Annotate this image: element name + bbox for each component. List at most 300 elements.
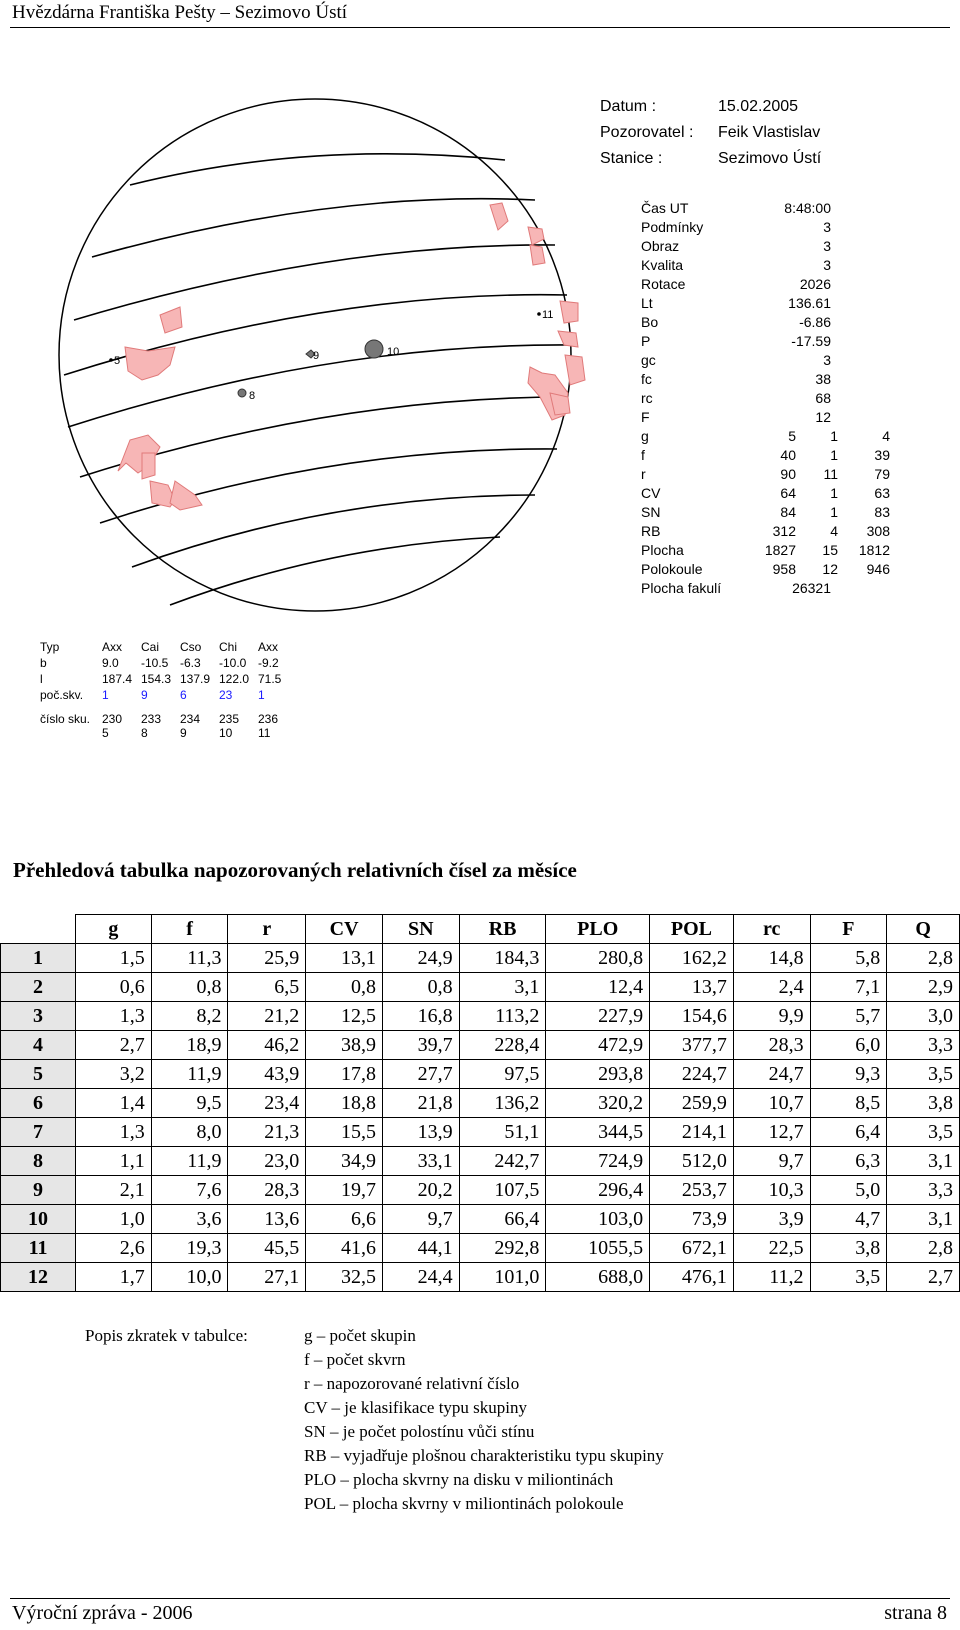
table-cell: 43,9	[228, 1060, 306, 1089]
table-cell: 293,8	[546, 1060, 650, 1089]
table-row	[1, 1147, 960, 1176]
stat-value: 68	[815, 390, 831, 406]
stat-label: P	[641, 333, 651, 349]
table-cell: 22,5	[733, 1234, 810, 1263]
stat-value: 1827	[764, 542, 796, 558]
stat-label: Plocha	[641, 542, 684, 558]
table-cell: 1,3	[76, 1118, 152, 1147]
stat-row	[641, 561, 890, 580]
table-body	[1, 944, 960, 1292]
table-cell: 21,2	[228, 1002, 306, 1031]
types-row	[40, 640, 297, 656]
table-cell: 1,5	[76, 944, 152, 973]
types-cell: 1	[102, 688, 109, 702]
table-cell: 21,3	[228, 1118, 306, 1147]
table-cell: 162,2	[650, 944, 734, 973]
table-cell: 3,5	[887, 1060, 960, 1089]
stat-row	[641, 485, 890, 504]
stat-row	[641, 447, 890, 466]
info-value: Sezimovo Ústí	[718, 150, 822, 167]
stat-row	[641, 276, 890, 295]
table-cell: 25,9	[228, 944, 306, 973]
table-cell: 688,0	[546, 1263, 650, 1292]
types-cell: 10	[219, 726, 233, 740]
table-cell: 3,0	[887, 1002, 960, 1031]
stat-value: 3	[823, 257, 831, 273]
types-cell: 154.3	[141, 672, 172, 686]
stat-row	[641, 371, 890, 390]
table-cell: 3,3	[887, 1031, 960, 1060]
table-cell: 2,7	[887, 1263, 960, 1292]
table-row	[1, 1118, 960, 1147]
table-cell: 472,9	[546, 1031, 650, 1060]
stat-row	[641, 238, 890, 257]
row-header-month: 4	[1, 1031, 76, 1060]
legend-items	[304, 1326, 804, 1518]
table-row	[1, 1205, 960, 1234]
table-cell: 9,5	[151, 1089, 228, 1118]
table-cell: 3,5	[810, 1263, 887, 1292]
monthly-summary-table	[0, 914, 960, 1292]
table-cell: 292,8	[459, 1234, 546, 1263]
stat-label: CV	[641, 485, 661, 501]
row-header-month: 3	[1, 1002, 76, 1031]
table-cell: 41,6	[306, 1234, 383, 1263]
table-row	[1, 1060, 960, 1089]
table-cell: 0,6	[76, 973, 152, 1002]
stat-value: 958	[772, 561, 796, 577]
observation-header	[600, 98, 821, 176]
stat-value: 83	[874, 504, 890, 520]
table-cell: 44,1	[382, 1234, 459, 1263]
table-cell: 6,4	[810, 1118, 887, 1147]
column-header: PLO	[546, 915, 650, 944]
types-cell: 9.0	[102, 656, 119, 670]
types-cell: 9	[141, 688, 148, 702]
table-cell: 20,2	[382, 1176, 459, 1205]
footer-report-title: Výroční zpráva - 2006	[12, 1602, 193, 1624]
table-cell: 0,8	[382, 973, 459, 1002]
table-cell: 28,3	[228, 1176, 306, 1205]
table-cell: 6,0	[810, 1031, 887, 1060]
table-cell: 23,0	[228, 1147, 306, 1176]
table-cell: 4,7	[810, 1205, 887, 1234]
legend-item: r – napozorované relativní číslo	[304, 1374, 520, 1393]
table-cell: 3,1	[459, 973, 546, 1002]
table-cell: 0,8	[306, 973, 383, 1002]
table-header-row	[1, 915, 960, 944]
stat-value: 64	[780, 485, 796, 501]
table-cell: 7,6	[151, 1176, 228, 1205]
stat-label: Lt	[641, 295, 653, 311]
types-cell: 137.9	[180, 672, 211, 686]
info-row	[600, 124, 821, 150]
types-cell: 235	[219, 712, 240, 726]
table-cell: 259,9	[650, 1089, 734, 1118]
types-cell: Chi	[219, 640, 238, 654]
group-types-table	[40, 640, 297, 742]
table-cell: 2,1	[76, 1176, 152, 1205]
table-cell: 377,7	[650, 1031, 734, 1060]
table-cell: 12,5	[306, 1002, 383, 1031]
stat-label: Polokoule	[641, 561, 703, 577]
table-cell: 5,0	[810, 1176, 887, 1205]
stat-row	[641, 352, 890, 371]
stat-row	[641, 257, 890, 276]
stat-value: 1	[830, 485, 838, 501]
types-cell: 122.0	[219, 672, 250, 686]
stat-label: fc	[641, 371, 652, 387]
table-row	[1, 1263, 960, 1292]
table-cell: 6,6	[306, 1205, 383, 1234]
stat-value: 84	[780, 504, 796, 520]
column-header: F	[810, 915, 887, 944]
info-label: Pozorovatel :	[600, 124, 694, 141]
table-cell: 2,9	[887, 973, 960, 1002]
types-cell: -10.5	[141, 656, 169, 670]
table-cell: 5,8	[810, 944, 887, 973]
stat-label: r	[641, 466, 646, 482]
table-cell: 24,4	[382, 1263, 459, 1292]
types-cell: 230	[102, 712, 123, 726]
table-cell: 16,8	[382, 1002, 459, 1031]
table-cell: 113,2	[459, 1002, 546, 1031]
types-label: číslo sku.	[40, 712, 91, 726]
stat-value: -6.86	[799, 314, 831, 330]
observation-stats	[641, 200, 890, 599]
types-row	[40, 656, 297, 672]
stat-row	[641, 523, 890, 542]
table-cell: 5,7	[810, 1002, 887, 1031]
row-header-month: 5	[1, 1060, 76, 1089]
row-header-month: 12	[1, 1263, 76, 1292]
legend-item: PLO – plocha skvrny na disku v miliontinách	[304, 1470, 614, 1489]
table-cell: 11,3	[151, 944, 228, 973]
types-cell: -9.2	[258, 656, 279, 670]
table-cell: 280,8	[546, 944, 650, 973]
stat-value: 8:48:00	[784, 200, 831, 216]
stat-value: 38	[815, 371, 831, 387]
info-row	[600, 150, 821, 176]
table-cell: 8,0	[151, 1118, 228, 1147]
stat-value: 79	[874, 466, 890, 482]
table-cell: 296,4	[546, 1176, 650, 1205]
stat-row	[641, 314, 890, 333]
table-cell: 28,3	[733, 1031, 810, 1060]
footer-rule	[10, 1598, 950, 1599]
stat-label: SN	[641, 504, 661, 520]
table-cell: 66,4	[459, 1205, 546, 1234]
table-cell: 6,5	[228, 973, 306, 1002]
info-value: Feik Vlastislav	[718, 124, 821, 141]
table-cell: 8,2	[151, 1002, 228, 1031]
table-cell: 214,1	[650, 1118, 734, 1147]
table-cell: 19,7	[306, 1176, 383, 1205]
info-value: 15.02.2005	[718, 98, 799, 115]
stat-label: Obraz	[641, 238, 680, 254]
stat-value: -17.59	[791, 333, 831, 349]
table-cell: 13,9	[382, 1118, 459, 1147]
types-cell: Axx	[102, 640, 123, 654]
stat-value: 1	[830, 428, 838, 444]
group-label-9: 9	[313, 350, 320, 362]
table-row	[1, 1176, 960, 1205]
table-row	[1, 1031, 960, 1060]
stat-label: RB	[641, 523, 661, 539]
legend-item: f – počet skvrn	[304, 1350, 406, 1369]
types-cell: 233	[141, 712, 162, 726]
table-cell: 19,3	[151, 1234, 228, 1263]
types-row	[40, 688, 297, 704]
column-header: f	[151, 915, 228, 944]
row-header-month: 10	[1, 1205, 76, 1234]
stat-value: 2026	[799, 276, 831, 292]
table-cell: 1055,5	[546, 1234, 650, 1263]
table-cell: 46,2	[228, 1031, 306, 1060]
table-cell: 7,1	[810, 973, 887, 1002]
legend-title: Popis zkratek v tabulce:	[85, 1326, 248, 1345]
table-cell: 3,1	[887, 1147, 960, 1176]
legend-item: RB – vyjadřuje plošnou charakteristiku typu skupiny	[304, 1446, 664, 1465]
stat-label: Čas UT	[641, 200, 689, 216]
stat-value: 946	[866, 561, 890, 577]
stat-label: Podmínky	[641, 219, 704, 235]
table-cell: 3,8	[887, 1089, 960, 1118]
table-cell: 11,9	[151, 1147, 228, 1176]
table-cell: 33,1	[382, 1147, 459, 1176]
table-cell: 8,5	[810, 1089, 887, 1118]
table-cell: 1,4	[76, 1089, 152, 1118]
table-cell: 27,7	[382, 1060, 459, 1089]
table-cell: 18,8	[306, 1089, 383, 1118]
stat-value: 5	[788, 428, 796, 444]
column-header: SN	[382, 915, 459, 944]
table-cell: 672,1	[650, 1234, 734, 1263]
stat-label: Rotace	[641, 276, 686, 292]
stat-value: 15	[822, 542, 838, 558]
table-row	[1, 1002, 960, 1031]
table-row	[1, 944, 960, 973]
info-label: Stanice :	[600, 150, 663, 167]
stat-value: 63	[874, 485, 890, 501]
table-cell: 11,9	[151, 1060, 228, 1089]
stat-value: 39	[874, 447, 890, 463]
types-cell: Cai	[141, 640, 160, 654]
stat-label: f	[641, 447, 645, 463]
table-row	[1, 973, 960, 1002]
table-cell: 9,7	[382, 1205, 459, 1234]
stat-label: Bo	[641, 314, 659, 330]
table-cell: 224,7	[650, 1060, 734, 1089]
row-header-month: 2	[1, 973, 76, 1002]
types-label: l	[40, 672, 43, 686]
stat-value: 12	[822, 561, 838, 577]
table-cell: 476,1	[650, 1263, 734, 1292]
group-label-11: 11	[542, 309, 554, 321]
stat-row	[641, 295, 890, 314]
legend-item: CV – je klasifikace typu skupiny	[304, 1398, 528, 1417]
types-cell: 234	[180, 712, 201, 726]
stat-row	[641, 542, 890, 561]
types-cell: 5	[102, 726, 109, 740]
table-cell: 3,6	[151, 1205, 228, 1234]
stat-value: 1	[830, 504, 838, 520]
table-cell: 1,3	[76, 1002, 152, 1031]
table-cell: 0,8	[151, 973, 228, 1002]
table-cell: 38,9	[306, 1031, 383, 1060]
types-cell: 23	[219, 688, 233, 702]
stat-value: 26321	[792, 580, 831, 596]
types-row	[40, 672, 297, 688]
row-header-month: 1	[1, 944, 76, 973]
column-header: Q	[887, 915, 960, 944]
table-row	[1, 1089, 960, 1118]
types-cell: Cso	[180, 640, 202, 654]
table-cell: 724,9	[546, 1147, 650, 1176]
table-cell: 14,8	[733, 944, 810, 973]
stat-label: F	[641, 409, 650, 425]
group-label-8: 8	[249, 390, 256, 402]
stat-row	[641, 409, 890, 428]
column-header: RB	[459, 915, 546, 944]
table-cell: 32,5	[306, 1263, 383, 1292]
table-cell: 101,0	[459, 1263, 546, 1292]
table-cell: 136,2	[459, 1089, 546, 1118]
footer-page-number: strana 8	[884, 1602, 947, 1624]
stat-value: 11	[823, 466, 838, 482]
types-cell: 8	[141, 726, 148, 740]
page-header: Hvězdárna Františka Pešty – Sezimovo Ústí	[12, 2, 348, 23]
table-cell: 344,5	[546, 1118, 650, 1147]
types-cell: -6.3	[180, 656, 201, 670]
table-cell: 39,7	[382, 1031, 459, 1060]
table-cell: 3,5	[887, 1118, 960, 1147]
stat-row	[641, 333, 890, 352]
table-cell: 3,2	[76, 1060, 152, 1089]
stat-value: 4	[882, 428, 890, 444]
stat-label: Plocha fakulí	[641, 580, 722, 596]
column-header: g	[76, 915, 152, 944]
stat-value: 308	[866, 523, 890, 539]
table-cell: 12,4	[546, 973, 650, 1002]
stat-value: 3	[823, 219, 831, 235]
types-cell: 11	[258, 726, 271, 740]
row-header-month: 7	[1, 1118, 76, 1147]
table-cell: 24,7	[733, 1060, 810, 1089]
stat-row	[641, 428, 890, 447]
table-cell: 1,7	[76, 1263, 152, 1292]
types-label: Typ	[40, 640, 60, 654]
header-rule	[10, 27, 950, 28]
stat-label: rc	[641, 390, 653, 406]
table-cell: 10,7	[733, 1089, 810, 1118]
stat-value: 4	[830, 523, 838, 539]
table-cell: 34,9	[306, 1147, 383, 1176]
table-cell: 97,5	[459, 1060, 546, 1089]
table-cell: 1,1	[76, 1147, 152, 1176]
table-cell: 3,3	[887, 1176, 960, 1205]
table-cell: 6,3	[810, 1147, 887, 1176]
table-cell: 3,1	[887, 1205, 960, 1234]
table-cell: 253,7	[650, 1176, 734, 1205]
table-cell: 13,7	[650, 973, 734, 1002]
table-cell: 2,7	[76, 1031, 152, 1060]
types-cell: 187.4	[102, 672, 133, 686]
stat-value: 312	[772, 523, 796, 539]
types-cell: 6	[180, 688, 187, 702]
table-cell: 73,9	[650, 1205, 734, 1234]
corner-cell	[1, 915, 76, 944]
table-cell: 2,4	[733, 973, 810, 1002]
types-spacer	[40, 704, 297, 712]
column-header: r	[228, 915, 306, 944]
section-title: Přehledová tabulka napozorovaných relativních čísel za měsíce	[13, 858, 577, 882]
table-cell: 11,2	[733, 1263, 810, 1292]
table-cell: 9,3	[810, 1060, 887, 1089]
row-header-month: 11	[1, 1234, 76, 1263]
stat-row	[641, 580, 890, 599]
table-cell: 21,8	[382, 1089, 459, 1118]
stat-value: 136.61	[788, 295, 831, 311]
column-header: POL	[650, 915, 734, 944]
table-cell: 228,4	[459, 1031, 546, 1060]
legend-item: g – počet skupin	[304, 1326, 416, 1345]
table-cell: 45,5	[228, 1234, 306, 1263]
table-cell: 15,5	[306, 1118, 383, 1147]
table-cell: 242,7	[459, 1147, 546, 1176]
stat-row	[641, 466, 890, 485]
table-cell: 103,0	[546, 1205, 650, 1234]
table-cell: 9,7	[733, 1147, 810, 1176]
stat-label: gc	[641, 352, 656, 368]
column-header: rc	[733, 915, 810, 944]
table-cell: 10,0	[151, 1263, 228, 1292]
types-cell: 71.5	[258, 672, 282, 686]
table-cell: 13,6	[228, 1205, 306, 1234]
table-cell: 3,9	[733, 1205, 810, 1234]
group-label-5: 5	[114, 355, 121, 367]
row-header-month: 8	[1, 1147, 76, 1176]
types-cell: 9	[180, 726, 187, 740]
types-label	[40, 726, 102, 742]
types-label: b	[40, 656, 47, 670]
stat-row	[641, 219, 890, 238]
types-cell: 1	[258, 688, 265, 702]
table-row	[1, 1234, 960, 1263]
table-cell: 17,8	[306, 1060, 383, 1089]
legend-item: POL – plocha skvrny v miliontinách polokoule	[304, 1494, 624, 1513]
stat-value: 40	[780, 447, 796, 463]
types-cell: Axx	[258, 640, 279, 654]
table-cell: 107,5	[459, 1176, 546, 1205]
types-label: poč.skv.	[40, 688, 84, 702]
table-cell: 2,8	[887, 944, 960, 973]
table-cell: 154,6	[650, 1002, 734, 1031]
stat-value: 90	[780, 466, 796, 482]
row-header-month: 6	[1, 1089, 76, 1118]
table-cell: 2,6	[76, 1234, 152, 1263]
stat-row	[641, 504, 890, 523]
table-cell: 184,3	[459, 944, 546, 973]
column-header: CV	[306, 915, 383, 944]
stat-value: 12	[815, 409, 831, 425]
types-row	[40, 726, 297, 742]
stat-row	[641, 390, 890, 409]
table-cell: 13,1	[306, 944, 383, 973]
stat-row	[641, 200, 890, 219]
table-cell: 2,8	[887, 1234, 960, 1263]
table-cell: 227,9	[546, 1002, 650, 1031]
